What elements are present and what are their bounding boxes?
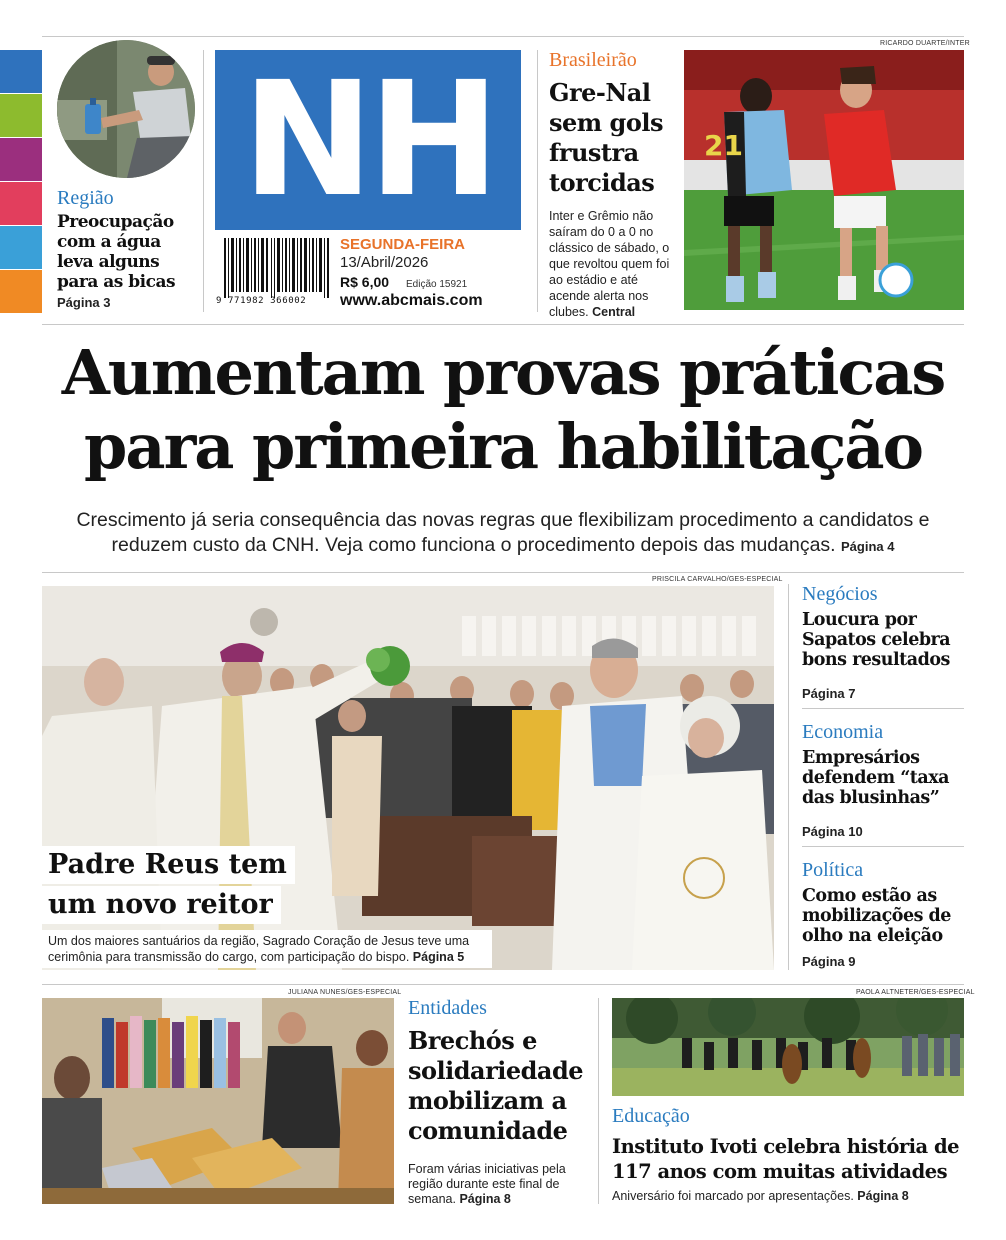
section-rule [42, 984, 964, 985]
padre-reus-caption [42, 930, 492, 968]
barcode-number: 9 771982 366002 [216, 296, 307, 306]
ivoti-photo[interactable] [612, 998, 964, 1096]
educacao-body: Aniversário foi marcado por apresentações. [612, 1189, 854, 1203]
sidebar-page[interactable]: Página 7 [802, 686, 856, 701]
padre-reus-page[interactable]: Página 5 [412, 950, 465, 964]
regiao-kicker: Região [57, 187, 114, 209]
sidebar-headline: Como estão as mobilizações de olho na eleição [802, 886, 951, 946]
date: 13/Abril/2026 [340, 254, 429, 271]
barcode [216, 238, 330, 306]
brasileirao-kicker: Brasileirão [549, 49, 637, 71]
section-rule [42, 572, 964, 573]
grenal-photo[interactable] [684, 50, 964, 310]
logo-text: NH [241, 48, 495, 232]
brasileirao-text [549, 208, 677, 320]
entidades-headline[interactable]: Brechós e solidariedade mobilizam a comunidade [408, 1026, 583, 1145]
grenal-illustration [684, 50, 964, 310]
educacao-kicker: Educação [612, 1105, 690, 1127]
main-subhead-text: Crescimento já seria consequência das novas regras que flexibilizam procedimento a candidatos e reduzem custo da CNH. Veja como funciona o procedimento depois das mudanças. [76, 509, 930, 556]
sidebar-page[interactable]: Página 10 [802, 824, 863, 839]
sidebar-item-economia[interactable] [802, 722, 964, 840]
sidebar-rule [802, 846, 964, 847]
padre-reus-headline-line1: Padre Reus tem [42, 846, 295, 884]
brasileirao-headline[interactable]: Gre-Nal sem gols frustra torcidas [549, 78, 663, 197]
sidebar-kicker: Negócios [802, 583, 878, 605]
brecho-photo[interactable] [42, 998, 394, 1204]
weekday: SEGUNDA-FEIRA [340, 236, 466, 253]
sidebar-kicker: Política [802, 859, 864, 881]
top-rule [42, 36, 964, 37]
educacao-text [612, 1188, 964, 1204]
sidebar-headline: Loucura por Sapatos celebra bons resultados [802, 610, 951, 670]
educacao-page[interactable]: Página 8 [857, 1189, 909, 1203]
entidades-body: Foram várias iniciativas pela região durante este final de semana. [408, 1162, 566, 1206]
photo-credit: JULIANA NUNES/GES-ESPECIAL [288, 989, 402, 996]
edition: Edição 15921 [406, 279, 468, 290]
padre-reus-headline-line2: um novo reitor [42, 886, 281, 924]
main-page[interactable]: Página 4 [841, 539, 895, 554]
regiao-headline[interactable]: Preocupação com a água leva alguns para as bicas [57, 212, 176, 292]
main-headline-line2: para primeira habilitação [84, 410, 922, 483]
padre-reus-caption-text: Um dos maiores santuários da região, Sagrado Coração de Jesus teve uma cerimônia para transmissão do cargo, com participação do bispo. [48, 934, 470, 964]
entidades-page[interactable]: Página 8 [459, 1192, 511, 1206]
brasileirao-page[interactable]: Central [592, 305, 636, 319]
divider [537, 50, 538, 312]
entidades-text [408, 1162, 590, 1207]
padre-reus-headline[interactable] [42, 846, 295, 924]
divider [203, 50, 204, 312]
sidebar-rule [802, 708, 964, 709]
main-headline-line1: Aumentam provas práticas [61, 336, 945, 409]
divider [598, 998, 599, 1204]
photo-credit: PAOLA ALTNETER/GES-ESPECIAL [856, 989, 975, 996]
regiao-photo[interactable] [57, 40, 195, 178]
main-headline[interactable] [0, 336, 1006, 484]
brasileirao-body: Inter e Grêmio não saíram do 0 a 0 no clássico de sábado, o que revoltou quem foi ao estádio e até acende alerta nos clubes. [549, 209, 670, 319]
sidebar-headline: Empresários defendem “taxa das blusinhas” [802, 748, 949, 808]
photo-credit: RICARDO DUARTE/INTER [880, 40, 970, 47]
regiao-page[interactable]: Página 3 [57, 295, 111, 310]
sidebar-item-negocios[interactable] [802, 584, 964, 702]
website[interactable]: www.abcmais.com [340, 292, 483, 309]
nh-logo[interactable] [215, 50, 521, 230]
photo-credit: PRISCILA CARVALHO/GES-ESPECIAL [652, 576, 783, 583]
sidebar-page[interactable]: Página 9 [802, 954, 856, 969]
barcode-bars [222, 238, 330, 298]
sidebar-item-politica[interactable] [802, 860, 964, 970]
entidades-kicker: Entidades [408, 997, 487, 1019]
educacao-headline[interactable]: Instituto Ivoti celebra história de 117 anos com muitas atividades [612, 1135, 959, 1183]
masthead-rule [42, 324, 964, 325]
main-subhead [48, 508, 958, 559]
sidebar-kicker: Economia [802, 721, 884, 743]
color-strip [0, 50, 42, 312]
price: R$ 6,00 [340, 274, 390, 290]
brecho-illustration [42, 998, 394, 1204]
dateline [340, 236, 525, 310]
padre-reus-photo[interactable] [42, 586, 774, 970]
ivoti-illustration [612, 998, 964, 1096]
divider [788, 584, 789, 970]
shirt-number: 21 [704, 129, 743, 162]
regiao-photo-illustration [57, 40, 195, 178]
